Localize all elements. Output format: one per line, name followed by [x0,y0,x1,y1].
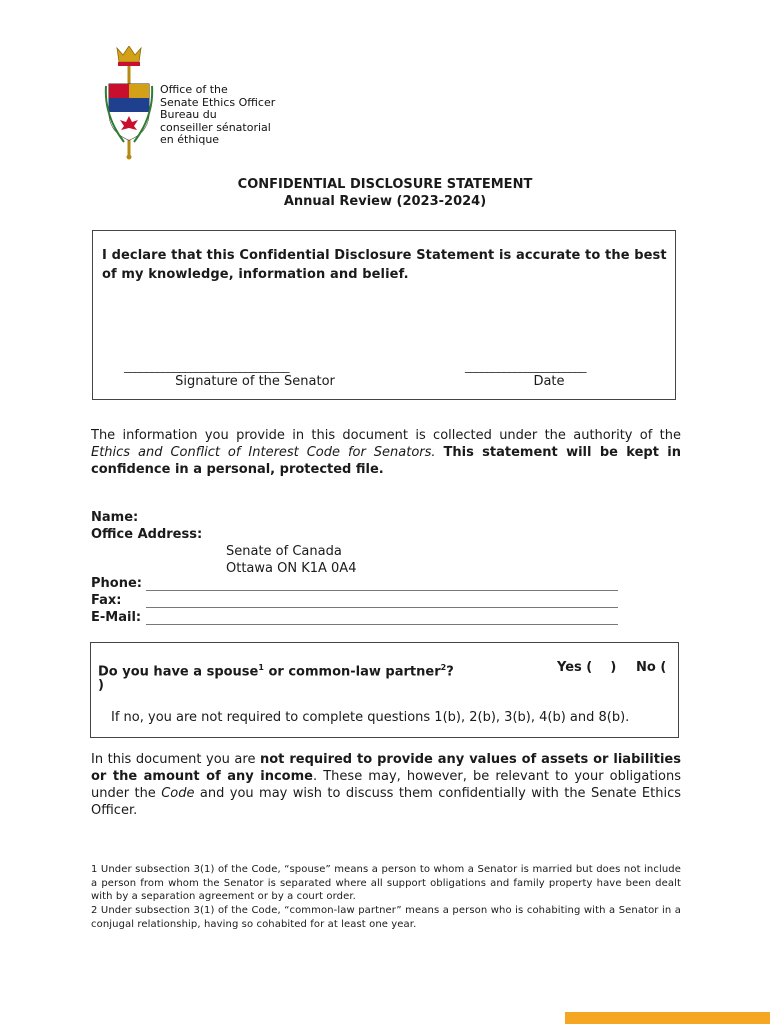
no-checkbox-close: ) [98,678,104,693]
title-sub: Annual Review (2023-2024) [283,194,487,209]
email-field[interactable] [146,624,618,625]
spouse-question [98,659,454,680]
no-checkbox[interactable]: No ( [636,660,667,675]
code-title: Ethics and Conflict of Interest Code for Senators. [91,445,436,460]
confidence-text: This statement will be kept in confidence in a personal, protected file. [91,445,681,477]
spouse-question-text: Do you have a spouse [98,664,259,680]
office-line: en éthique [160,133,220,146]
footnote-1: 1 Under subsection 3(1) of the Code, “spouse” means a person to whom a Senator is married but does not include a person from whom the Senator is separated where all support obligations and family property have been dealt with by a separation agreement or by a court order. [91,864,681,902]
address-line-1: Senate of Canada [226,544,342,559]
name-label: Name: [91,510,139,525]
signature-line[interactable]: ______________________________ [124,359,289,373]
values-note [91,751,681,819]
info-paragraph [91,427,681,478]
footnote-ref-1: 1 [258,663,264,672]
values-text-1: In this document you are [91,752,260,767]
office-line: Senate Ethics Officer [160,95,276,109]
document-title [0,176,770,210]
info-text: The information you provide in this document is collected under the authority of the [91,428,681,443]
footnote-2: 2 Under subsection 3(1) of the Code, “common-law partner” means a person who is cohabiting with a Senator in a conjugal relationship, having so cohabited for at least one year. [91,905,681,930]
footer-accent-bar [565,1012,770,1024]
office-name [160,84,275,147]
declaration-text: I declare that this Confidential Disclosure Statement is accurate to the best of my knowledge, information and belief. [102,248,667,282]
office-line: Office of the [160,83,228,96]
code-italic: Code [161,786,195,801]
fax-label: Fax: [91,593,122,608]
senate-coat-of-arms-icon [104,46,154,160]
yes-checkbox[interactable]: Yes ( ) [557,660,617,675]
address-line-2: Ottawa ON K1A 0A4 [226,561,357,576]
values-text-2: . These may, however, be relevant to your obligations under the [91,769,682,801]
signature-label: Signature of the Senator [175,374,335,389]
phone-field[interactable] [146,590,618,591]
email-label: E-Mail: [91,610,142,625]
date-line[interactable]: ______________________ [465,359,586,373]
title-main: CONFIDENTIAL DISCLOSURE STATEMENT [237,177,533,192]
phone-label: Phone: [91,576,142,591]
spouse-question-mid: or common-law partner [263,664,441,680]
fax-field[interactable] [146,607,618,608]
office-line: Bureau du [160,108,217,121]
values-bold: not required to provide any values of assets or liabilities or the amount of any income [91,752,681,784]
spouse-question-end: ? [446,664,454,680]
date-label: Date [533,374,565,389]
office-line: conseiller sénatorial [160,120,271,134]
values-text-3: and you may wish to discuss them confidentially with the Senate Ethics Officer. [91,786,681,818]
office-address-label: Office Address: [91,527,203,542]
spouse-note: If no, you are not required to complete questions 1(b), 2(b), 3(b), 4(b) and 8(b). [111,710,630,725]
footnote-ref-2: 2 [440,663,447,672]
